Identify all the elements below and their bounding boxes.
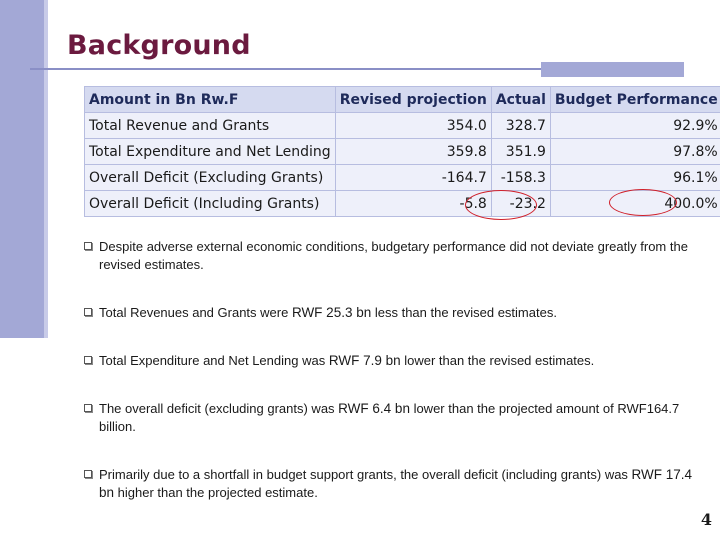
table-header-row — [85, 87, 720, 113]
row-label: Overall Deficit (Including Grants) — [85, 191, 336, 217]
column-header-budget-performance: Budget Performance — [550, 87, 720, 113]
checkbox-bullet-icon — [84, 242, 92, 250]
row-label: Overall Deficit (Excluding Grants) — [85, 165, 336, 191]
table-row — [85, 165, 720, 191]
revised-projection-value: -164.7 — [335, 165, 491, 191]
row-label: Total Revenue and Grants — [85, 113, 336, 139]
checkbox-bullet-icon — [84, 470, 92, 478]
column-header-revised-projection: Revised projection — [335, 87, 491, 113]
highlight-circle-performance — [609, 189, 677, 216]
table-row — [85, 113, 720, 139]
revised-projection-value: -5.8 — [335, 191, 491, 217]
bullet-text: The overall deficit (excluding grants) was RWF 6.4 bn lower than the projected amount of RWF164.7 billion. — [99, 401, 680, 434]
checkbox-bullet-icon — [84, 404, 92, 412]
checkbox-bullet-icon — [84, 308, 92, 316]
budget-performance-value: 96.1% — [550, 165, 720, 191]
bullet-text: Total Expenditure and Net Lending was RWF 7.9 bn lower than the revised estimates. — [99, 353, 595, 368]
revised-projection-value: 359.8 — [335, 139, 491, 165]
left-accent-bar-edge — [44, 0, 48, 338]
corner-accent-block — [541, 62, 684, 77]
bullet-text: Despite adverse external economic conditions, budgetary performance did not deviate greatly from the revised estimates. — [99, 239, 688, 272]
actual-value: 328.7 — [491, 113, 550, 139]
row-label: Total Expenditure and Net Lending — [85, 139, 336, 165]
page-number: 4 — [700, 510, 712, 529]
title-underline — [30, 68, 542, 70]
revised-projection-value: 354.0 — [335, 113, 491, 139]
actual-value: 351.9 — [491, 139, 550, 165]
budget-performance-value: 97.8% — [550, 139, 720, 165]
left-accent-bar — [0, 0, 48, 338]
actual-value: -158.3 — [491, 165, 550, 191]
highlight-circle-actual — [465, 190, 537, 220]
budget-performance-value: 400.0% — [550, 191, 720, 217]
table-row — [85, 139, 720, 165]
budget-performance-value: 92.9% — [550, 113, 720, 139]
column-header-actual: Actual — [491, 87, 550, 113]
actual-value: -23.2 — [491, 191, 550, 217]
slide-title: Background — [67, 30, 251, 61]
bullet-text: Total Revenues and Grants were RWF 25.3 bn less than the revised estimates. — [99, 305, 557, 320]
column-header-amount: Amount in Bn Rw.F — [85, 87, 336, 113]
checkbox-bullet-icon — [84, 356, 92, 364]
bullet-text: Primarily due to a shortfall in budget support grants, the overall deficit (including grants) was RWF 17.4 bn higher than the projected estimate. — [99, 467, 693, 500]
